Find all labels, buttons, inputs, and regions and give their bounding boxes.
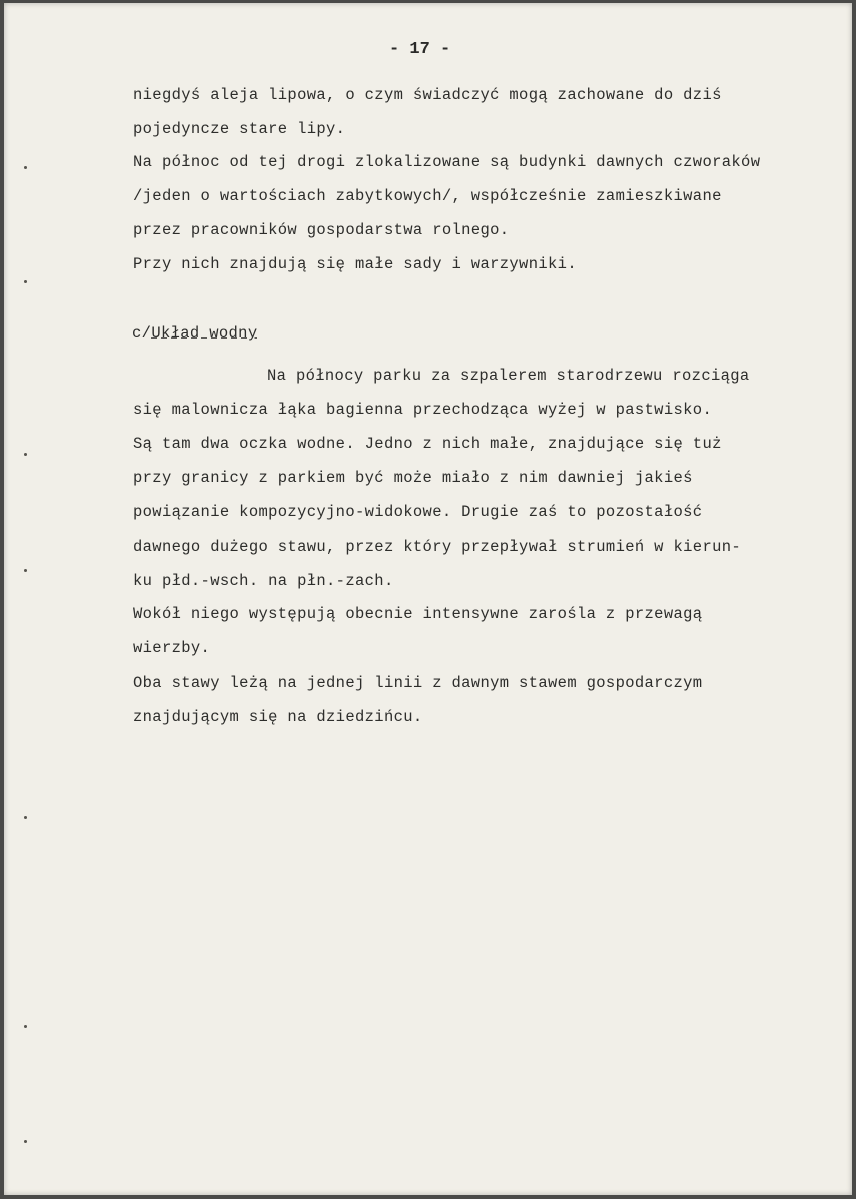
margin-dot [24, 1140, 27, 1143]
document-page [4, 3, 852, 1195]
text-line: Na północy parku za szpalerem starodrzewu rozciąga [267, 367, 750, 385]
section-heading-prefix: c/ [132, 324, 152, 342]
text-line: Na północ od tej drogi zlokalizowane są budynki dawnych czworaków [133, 153, 761, 171]
text-line: pojedyncze stare lipy. [133, 120, 346, 138]
text-line: dawnego dużego stawu, przez który przepływał strumień w kierun- [133, 538, 742, 556]
margin-dot [24, 453, 27, 456]
text-line: wierzby. [133, 639, 211, 657]
text-line: Wokół niego występują obecnie intensywne zarośla z przewagą [133, 605, 703, 623]
text-line: się malownicza łąka bagienna przechodząca wyżej w pastwisko. [133, 401, 713, 419]
text-line: przez pracowników gospodarstwa rolnego. [133, 221, 510, 239]
text-line: /jeden o wartościach zabytkowych/, współcześnie zamieszkiwane [133, 187, 722, 205]
text-line: przy granicy z parkiem być może miało z nim dawniej jakieś [133, 469, 693, 487]
text-line: Oba stawy leżą na jednej linii z dawnym stawem gospodarczym [133, 674, 703, 692]
text-line: ku płd.-wsch. na płn.-zach. [133, 572, 394, 590]
margin-dot [24, 166, 27, 169]
text-line: Są tam dwa oczka wodne. Jedno z nich małe, znajdujące się tuż [133, 435, 722, 453]
margin-dot [24, 1025, 27, 1028]
section-heading-title: Układ wodny [151, 324, 258, 342]
margin-dot [24, 816, 27, 819]
margin-dot [24, 569, 27, 572]
margin-dot [24, 280, 27, 283]
text-line: powiązanie kompozycyjno-widokowe. Drugie zaś to pozostałość [133, 503, 703, 521]
text-line: znajdującym się na dziedzińcu. [133, 708, 423, 726]
page-number: - 17 - [389, 40, 451, 59]
text-line: niegdyś aleja lipowa, o czym świadczyć mogą zachowane do dziś [133, 86, 722, 104]
section-heading [132, 324, 257, 342]
text-line: Przy nich znajdują się małe sady i warzywniki. [133, 255, 577, 273]
